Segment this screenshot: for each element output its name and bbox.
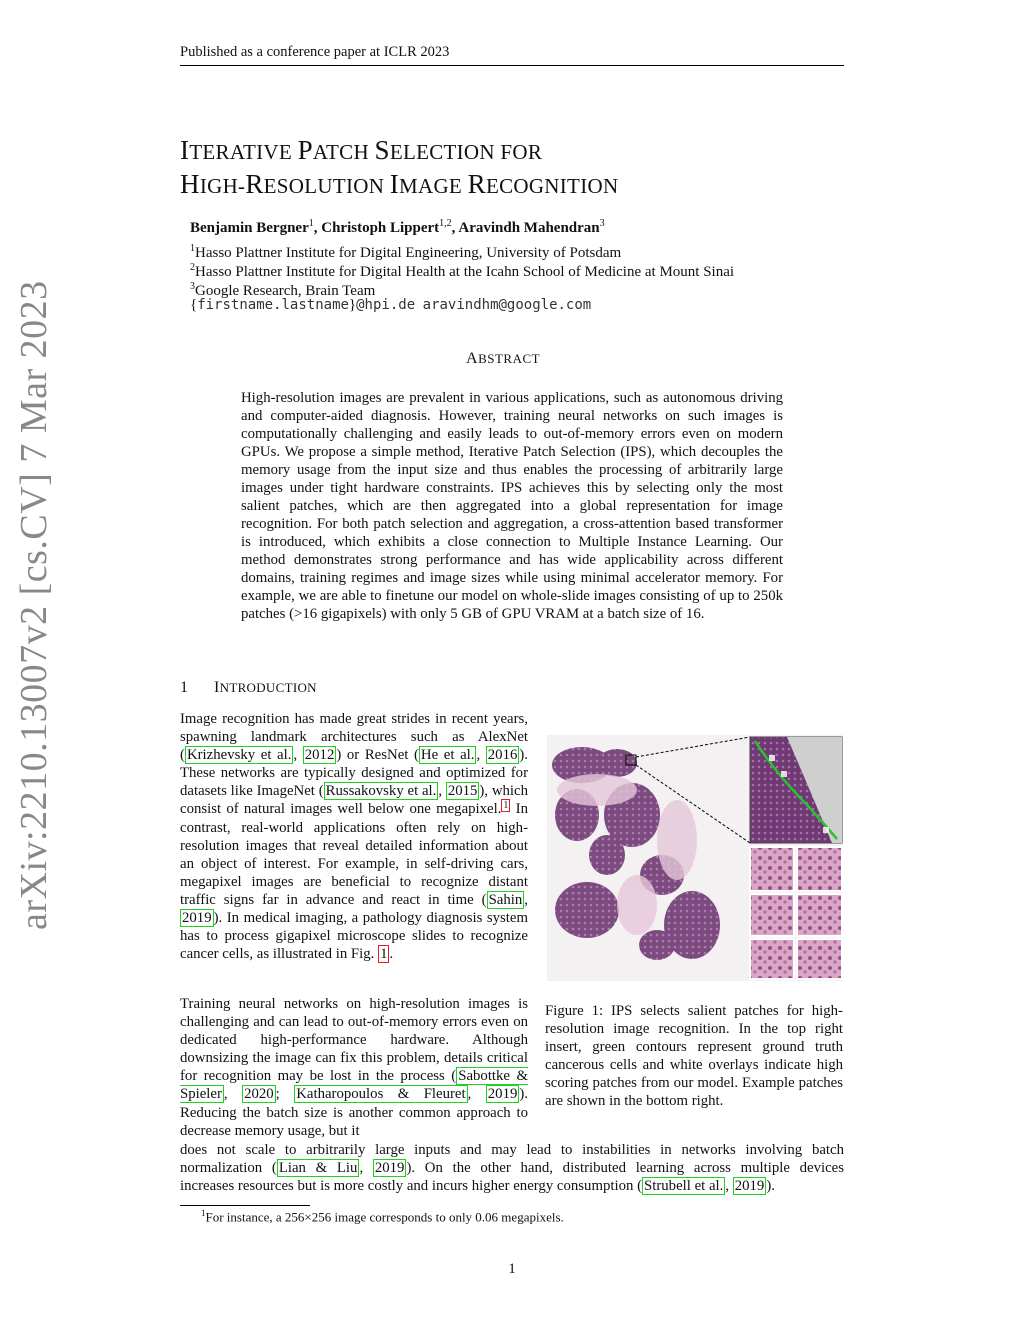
author-list: Benjamin Bergner$^1$, Christoph Lippert$^{1,2}$, Aravindh Mahendran$^3$ [190, 218, 605, 236]
citation-link[interactable]: Lian & Liu [278, 1160, 358, 1176]
abstract-heading: ABSTRACT [466, 350, 541, 367]
footnote-1: $^1$For instance, a 256×256 image corresponds to only 0.06 megapixels. [201, 1208, 564, 1225]
footnote-rule [180, 1205, 310, 1206]
citation-link[interactable]: 2020 [244, 1086, 274, 1103]
citation-link[interactable]: 2012 [304, 747, 335, 764]
citation-link[interactable]: 2019 [374, 1160, 405, 1176]
citation-link[interactable]: Katharopoulos & Fleuret [296, 1086, 466, 1103]
title-line-1: ITERATIVE PATCH SELECTION FOR [180, 135, 543, 165]
citation-link[interactable]: 2016 [487, 747, 518, 764]
paper-title [180, 134, 618, 202]
citation-link[interactable]: Strubell et al. [644, 1178, 724, 1194]
citation-link[interactable]: 2015 [447, 783, 478, 800]
section-heading-introduction: 1 INTRODUCTION [180, 679, 317, 696]
citation-link[interactable]: Sabottke & Spieler [180, 1068, 528, 1103]
affiliation-2: $^2$Hasso Plattner Institute for Digital Health at the Icahn School of Medicine at Mount Sinai [190, 262, 735, 280]
citation-link[interactable]: 2019 [182, 910, 212, 927]
affiliation-1: $^1$Hasso Plattner Institute for Digital Engineering, University of Potsdam [190, 243, 622, 261]
citation-link[interactable]: Russakovsky et al. [325, 783, 437, 800]
figure-link[interactable]: 1 [380, 946, 388, 963]
abstract-text: High-resolution images are prevalent in various applications, such as autonomous driving and computer-aided diagnosis. However, training neural networks on such images is computationally challenging and easily leads to out-of-memory errors even on modern GPUs. We propose a simple method, Iterative Patch Selection (IPS), which decouples the memory usage from the input size and thus enables the processing of arbitrarily large images under tight hardware constraints. IPS achieves this by selecting only the most salient patches, which are then aggregated into a global representation for image recognition. For both patch selection and aggregation, a cross-attention based transformer is introduced, which exhibits a close connection to Multiple Instance Learning. Our method demonstrates strong performance and has wide applicability across different domains, training regimes and image sizes while using minimal accelerator memory. For example, we are able to finetune our model on whole-slide images consisting of up to 250k patches (>16 gigapixels) with only 5 GB of GPU VRAM at a batch size of 16. [241, 390, 783, 622]
header-rule [180, 65, 844, 66]
intro-paragraph-2: Training neural networks on high-resolution images is challenging and can lead to out-of-memory errors even on dedicated high-performance hardware. Although downsizing the image can fix this problem, details critical for recognition may be lost in the process ( Sabottke & Spieler , 2020 ; Katharopoulos & Fleuret , 2019 ). Reducing the batch size is another common approach to decrease memory usage, but it [180, 996, 528, 1139]
arxiv-stamp: arXiv:2210.13007v2 [cs.CV] 7 Mar 2023 [13, 280, 55, 930]
footnote-link[interactable]: 1 [503, 799, 509, 811]
example-patches [750, 847, 842, 979]
intro-paragraph-2-cont-line-1: does not scale to arbitrarily large inputs and may lead to instabilities in networks involving batch [180, 1142, 844, 1158]
citation-link[interactable]: He et al. [420, 747, 475, 764]
running-header: Published as a conference paper at ICLR 2023 [180, 44, 450, 60]
citation-link[interactable]: Sahin [488, 891, 523, 908]
author-emails: {firstname.lastname}@hpi.de aravindhm@google.com [190, 297, 592, 313]
figure-1-caption: Figure 1: IPS selects salient patches for high-resolution image recognition. In the top right insert, green contours represent ground truth cancerous cells and white overlays indicate high scoring patches from our model. Example patches are shown in the bottom right. [545, 1003, 843, 1110]
affiliation-3: $^3$Google Research, Brain Team [190, 281, 376, 299]
title-line-2: HIGH-RESOLUTION IMAGE RECOGNITION [180, 169, 619, 199]
page-number: 1 [508, 1261, 516, 1277]
citation-link[interactable]: 2019 [734, 1178, 765, 1194]
intro-paragraph-1: Image recognition has made great strides in recent years, spawning landmark architectures such as AlexNet ( Krizhevsky et al. , 2012 ) or ResNet ( He et al. , 2016 ). These networks are typically designed and optimized for datasets like ImageNet ( Russakovsky et al. , 2015 ), which consist of natural images well below one megapixel. $^1$ In contrast, real-world applications often rely on high-resolution images that reveal detailed information about an object of interest. For example, in self-driving cars, megapixel images are beneficial to recognize distant traffic signs far in advance and react in time ( Sahin , 2019 ). In medical imaging, a pathology diagnosis system has to process gigapixel microscope slides to recognize cancer cells, as illustrated in Fig. 1 . [180, 711, 528, 963]
figure-1-image [547, 735, 843, 981]
intro-paragraph-2-cont-line-3: increases resources but is more costly and incurs higher energy consumption ( Strubell et al. , 2019 ). [180, 1178, 775, 1194]
citation-link[interactable]: Krizhevsky et al. [186, 747, 292, 764]
intro-paragraph-2-cont-line-2: normalization ( Lian & Liu , 2019 ). On the other hand, distributed learning across multiple devices [180, 1160, 844, 1176]
citation-link[interactable]: 2019 [487, 1086, 518, 1103]
